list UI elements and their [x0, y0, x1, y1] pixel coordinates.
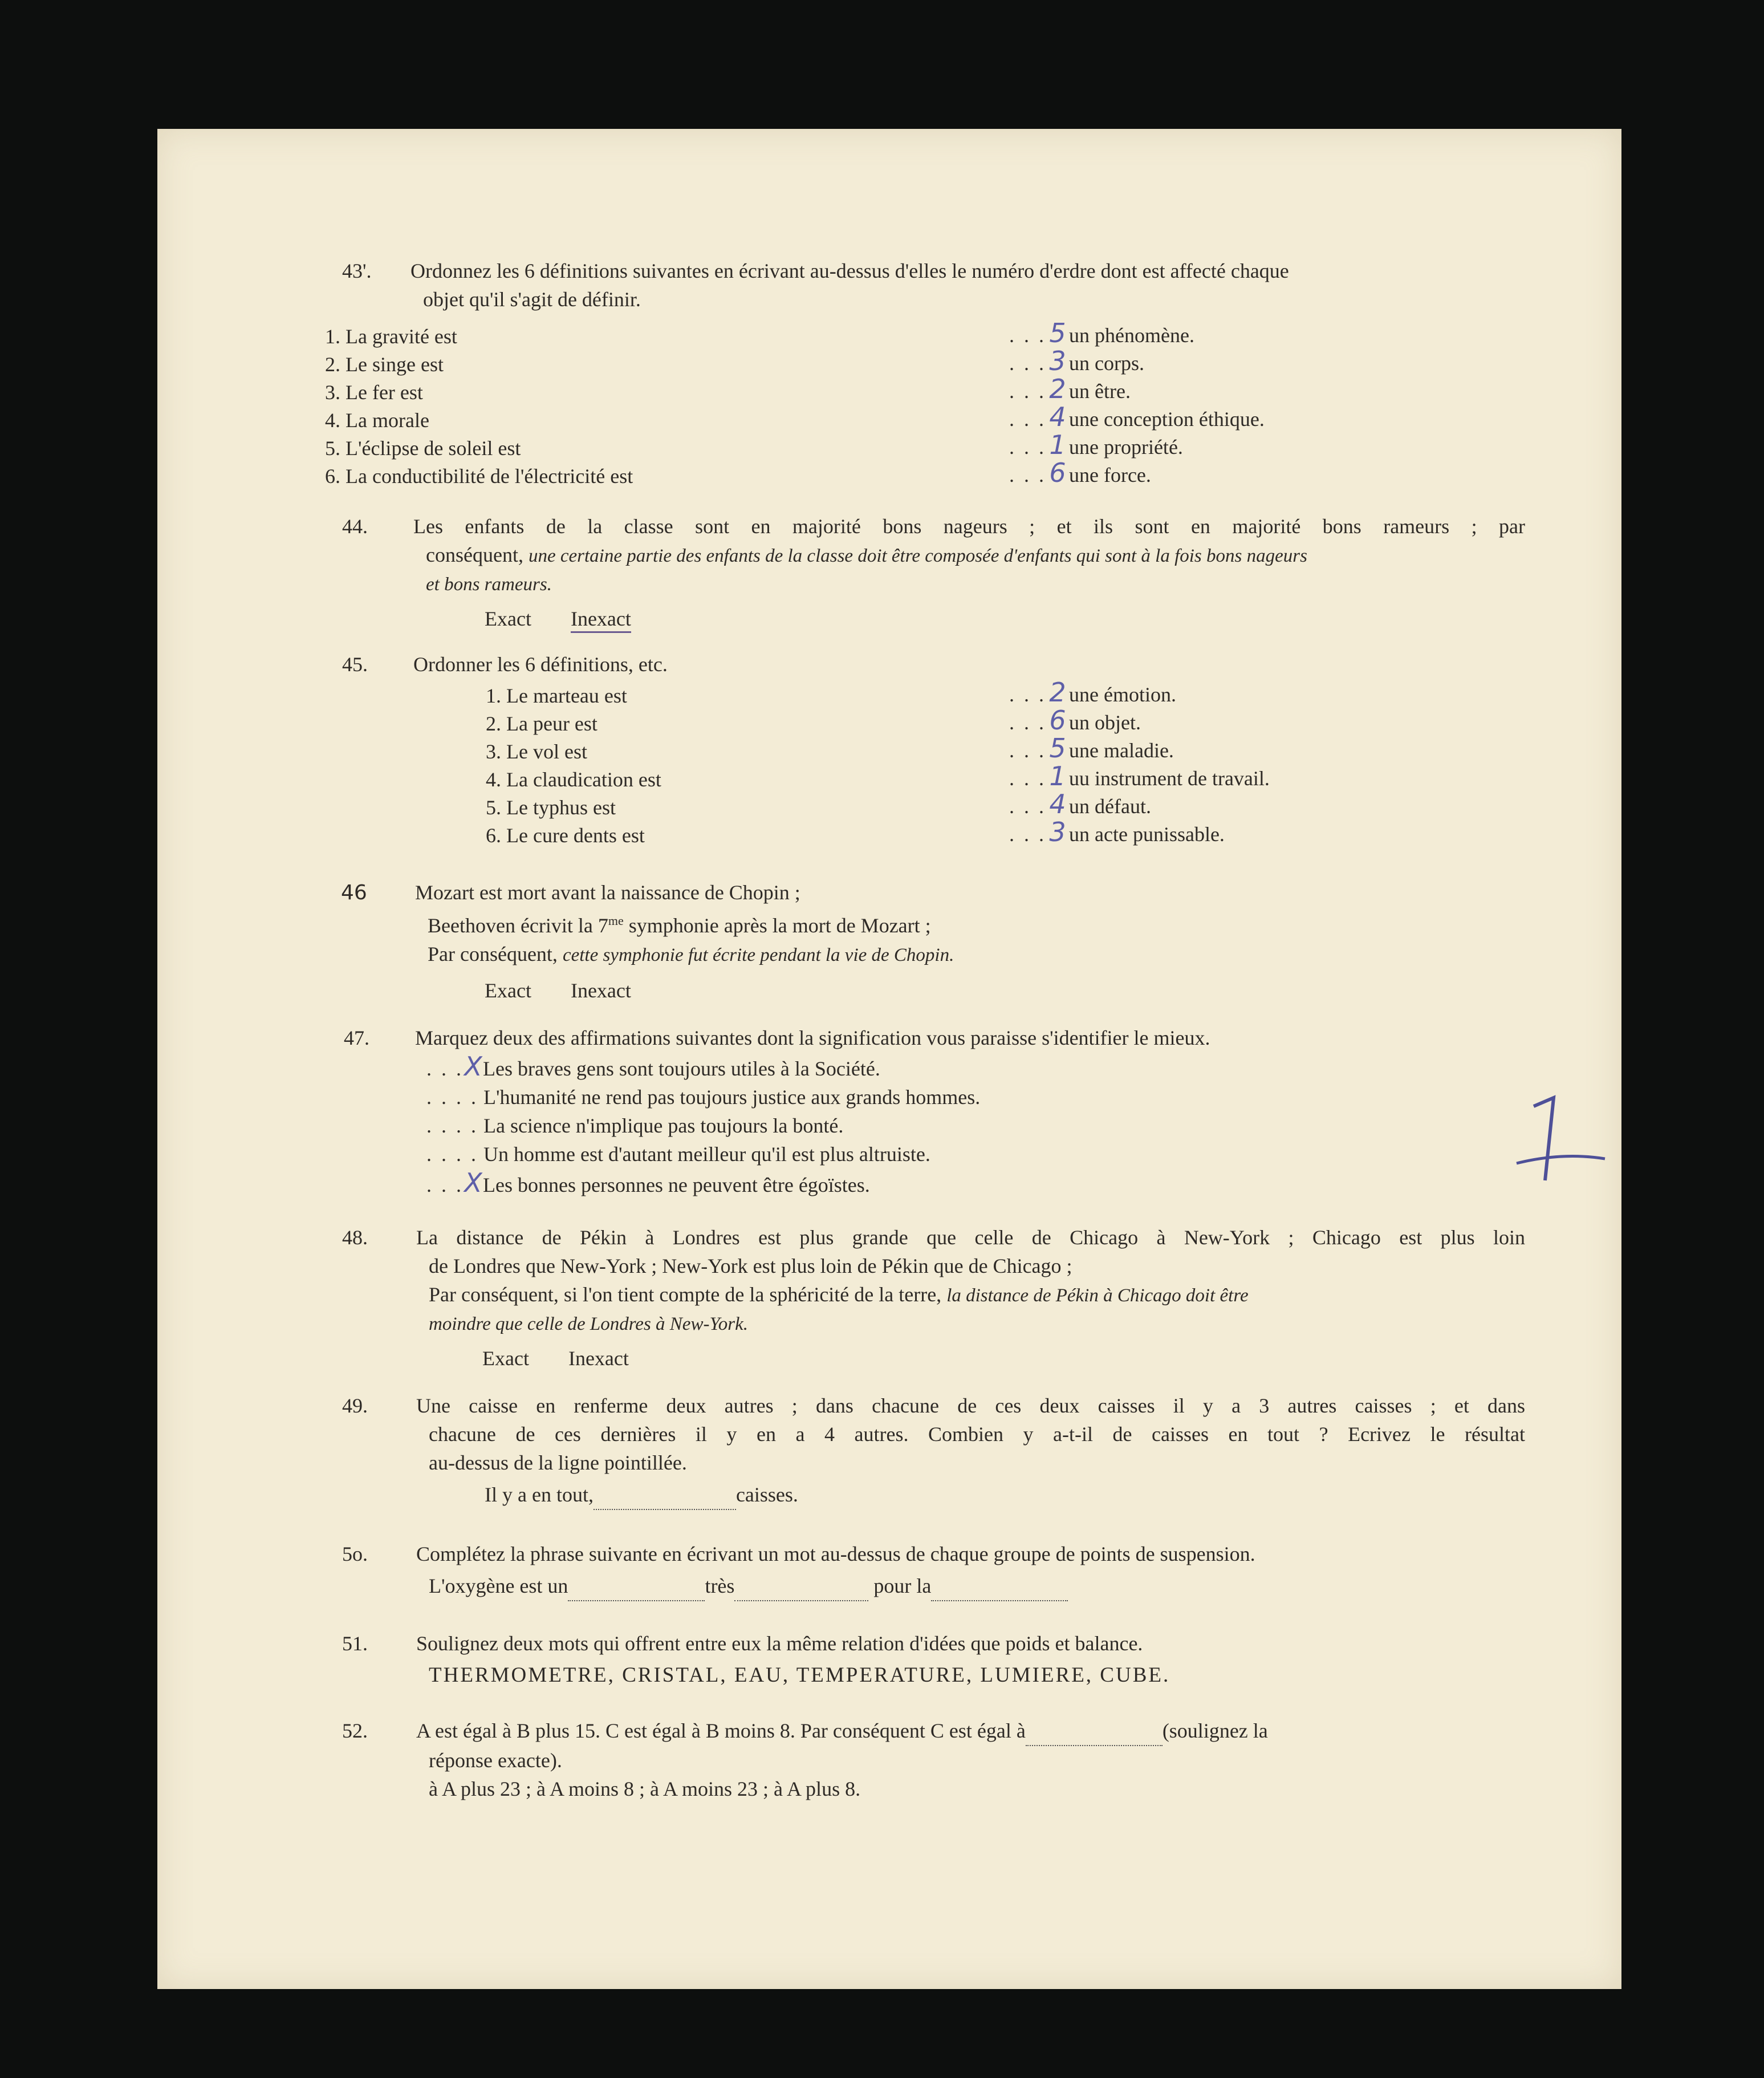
- definition-right: . . . 5 une maladie.: [1009, 733, 1174, 764]
- answer-blank[interactable]: [734, 1572, 868, 1601]
- question-text: Par conséquent, cette symphonie fut écrite pendant la vie de Chopin.: [428, 943, 954, 965]
- definition-right: . . . 2 un être.: [1009, 374, 1131, 404]
- question-number: 46: [341, 881, 367, 904]
- option-exact[interactable]: Exact: [485, 979, 531, 1002]
- affirmation-item[interactable]: . . .XLes braves gens sont toujours utiles à la Société.: [426, 1051, 880, 1082]
- question-text: de Londres que New-York ; New-York est plus loin de Pékin que de Chicago ;: [429, 1255, 1072, 1277]
- handwritten-number: 5: [1049, 733, 1066, 764]
- definition-left: 3. Le fer est: [325, 381, 423, 404]
- handwritten-number: 2: [1049, 374, 1066, 404]
- question-number: 52.: [342, 1719, 368, 1742]
- definition-right: . . . 3 un acte punissable.: [1009, 817, 1225, 847]
- question-47: [344, 1024, 1527, 1199]
- answer-options: [415, 976, 1527, 1005]
- question-text: et bons rameurs.: [426, 574, 552, 595]
- handwritten-number: 6: [1049, 457, 1066, 488]
- option-inexact[interactable]: Inexact: [570, 979, 631, 1002]
- handwritten-score: [1505, 1095, 1608, 1186]
- definition-right: . . . 6 une force.: [1009, 457, 1151, 488]
- definition-right: . . . 4 une conception éthique.: [1009, 401, 1265, 432]
- question-number: 48.: [342, 1226, 368, 1249]
- answer-line: L'oxygène est un très pour la: [416, 1572, 1525, 1601]
- answer-blank[interactable]: [931, 1572, 1068, 1601]
- affirmation-item[interactable]: . . . . L'humanité ne rend pas toujours justice aux grands hommes.: [426, 1086, 981, 1109]
- answer-choices[interactable]: à A plus 23 ; à A moins 8 ; à A moins 23 ; à A plus 8.: [429, 1777, 861, 1800]
- handwritten-number: 3: [1049, 346, 1066, 376]
- definition-right: . . . 1 une propriété.: [1009, 429, 1183, 460]
- definition-left: 1. La gravité est: [325, 325, 457, 348]
- question-45: [342, 650, 1525, 679]
- definition-left: 3. Le vol est: [486, 740, 587, 763]
- question-number: 44.: [342, 515, 368, 538]
- question-number: 49.: [342, 1394, 368, 1417]
- question-text: au-dessus de la ligne pointillée.: [429, 1451, 687, 1474]
- handwritten-number: 2: [1049, 677, 1066, 708]
- definition-left: 6. Le cure dents est: [486, 824, 645, 847]
- definition-left: 2. La peur est: [486, 712, 598, 735]
- question-text: chacune de ces dernières il y en a 4 autres. Combien y a-t-il de caisses en tout ? Ecrivez le résultat: [429, 1423, 1525, 1446]
- question-text: Une caisse en renferme deux autres ; dans chacune de ces deux caisses il y a 3 autres caisses ; et dans: [416, 1394, 1525, 1417]
- question-text: Par conséquent, si l'on tient compte de la sphéricité de la terre, la distance de Pékin à Chicago doit être: [429, 1283, 1249, 1306]
- definition-left: 4. La morale: [325, 409, 429, 432]
- handwritten-number: 5: [1049, 318, 1066, 348]
- question-text: Ordonner les 6 définitions, etc.: [413, 653, 668, 676]
- definition-left: 2. Le singe est: [325, 353, 444, 376]
- question-text: Marquez deux des affirmations suivantes dont la signification vous paraisse s'identifier le mieux.: [415, 1026, 1210, 1049]
- check-mark: X: [464, 1051, 482, 1082]
- answer-blank[interactable]: [568, 1572, 705, 1601]
- handwritten-number: 6: [1049, 705, 1066, 736]
- question-43: [342, 257, 1528, 314]
- option-inexact[interactable]: Inexact: [568, 1347, 629, 1370]
- question-49: [342, 1391, 1525, 1510]
- question-text: Beethoven écrivit la $7^{me}$ symphonie après la mort de Mozart ;: [428, 914, 931, 937]
- question-51: [342, 1629, 1525, 1690]
- question-text: Mozart est mort avant la naissance de Chopin ;: [415, 881, 800, 904]
- question-text: moindre que celle de Londres à New-York.: [429, 1314, 749, 1334]
- handwritten-number: 1: [1049, 429, 1066, 460]
- question-text: réponse exacte).: [429, 1749, 562, 1772]
- question-48: [342, 1223, 1525, 1373]
- handwritten-number: 4: [1049, 789, 1066, 819]
- option-inexact-underlined[interactable]: Inexact: [571, 607, 631, 633]
- question-52: [342, 1716, 1525, 1803]
- question-number: 43'.: [342, 259, 372, 282]
- answer-options: [416, 1344, 1525, 1373]
- answer-blank[interactable]: [594, 1480, 736, 1510]
- question-text: Ordonnez les 6 définitions suivantes en écrivant au-dessus d'elles le numéro d'erdre dont est affecté chaque: [410, 259, 1289, 282]
- definition-left: 4. La claudication est: [486, 768, 661, 791]
- question-text: conséquent, une certaine partie des enfants de la classe doit être composée d'enfants qui sont à la fois bons nageurs: [426, 543, 1307, 566]
- affirmation-item[interactable]: . . . . La science n'implique pas toujours la bonté.: [426, 1114, 844, 1137]
- option-exact[interactable]: Exact: [485, 607, 531, 630]
- word-list[interactable]: THERMOMETRE, CRISTAL, EAU, TEMPERATURE, LUMIERE, CUBE.: [429, 1663, 1170, 1687]
- question-46: [341, 878, 1527, 1005]
- definition-left: 1. Le marteau est: [486, 684, 627, 707]
- question-text: objet qu'il s'agit de définir.: [423, 288, 641, 311]
- answer-line: Il y a en tout, caisses.: [416, 1480, 1525, 1510]
- score-stroke-icon: [1505, 1095, 1608, 1186]
- handwritten-number: 1: [1049, 761, 1066, 792]
- definition-left: 6. La conductibilité de l'électricité est: [325, 465, 633, 488]
- definition-right: . . . 5 un phénomène.: [1009, 318, 1194, 348]
- handwritten-number: 3: [1049, 817, 1066, 847]
- answer-options: [413, 604, 1525, 633]
- question-44: [342, 512, 1525, 633]
- definition-left: 5. Le typhus est: [486, 796, 616, 819]
- affirmation-item[interactable]: . . .XLes bonnes personnes ne peuvent être égoïstes.: [426, 1167, 870, 1198]
- question-text: La distance de Pékin à Londres est plus grande que celle de Chicago à New-York ; Chicago est plus loin: [416, 1226, 1525, 1249]
- handwritten-number: 4: [1049, 401, 1066, 432]
- definition-right: . . . 6 un objet.: [1009, 705, 1141, 736]
- question-text: Complétez la phrase suivante en écrivant un mot au-dessus de chaque groupe de points de suspension.: [416, 1543, 1255, 1565]
- question-text: A est égal à B plus 15. C est égal à B moins 8. Par conséquent C est égal à (soulignez la: [416, 1716, 1525, 1746]
- question-number: 45.: [342, 653, 368, 676]
- definition-right: . . . 2 une émotion.: [1009, 677, 1176, 708]
- question-text: Soulignez deux mots qui offrent entre eux la même relation d'idées que poids et balance.: [416, 1632, 1143, 1655]
- option-exact[interactable]: Exact: [482, 1347, 529, 1370]
- definition-right: . . . 4 un défaut.: [1009, 789, 1151, 819]
- question-number: 51.: [342, 1632, 368, 1655]
- affirmation-list: [415, 1052, 1527, 1199]
- definition-left: 5. L'éclipse de soleil est: [325, 437, 521, 460]
- question-number: 5o.: [342, 1543, 368, 1565]
- definition-right: . . . 1 uu instrument de travail.: [1009, 761, 1270, 792]
- question-text: Les enfants de la classe sont en majorité bons nageurs ; et ils sont en majorité bons rameurs ; par: [413, 515, 1525, 538]
- question-number: 47.: [344, 1026, 369, 1049]
- affirmation-item[interactable]: . . . . Un homme est d'autant meilleur qu'il est plus altruiste.: [426, 1143, 930, 1166]
- definition-right: . . . 3 un corps.: [1009, 346, 1144, 376]
- check-mark: X: [464, 1167, 482, 1198]
- question-50: [342, 1540, 1525, 1601]
- answer-blank[interactable]: [1026, 1716, 1163, 1746]
